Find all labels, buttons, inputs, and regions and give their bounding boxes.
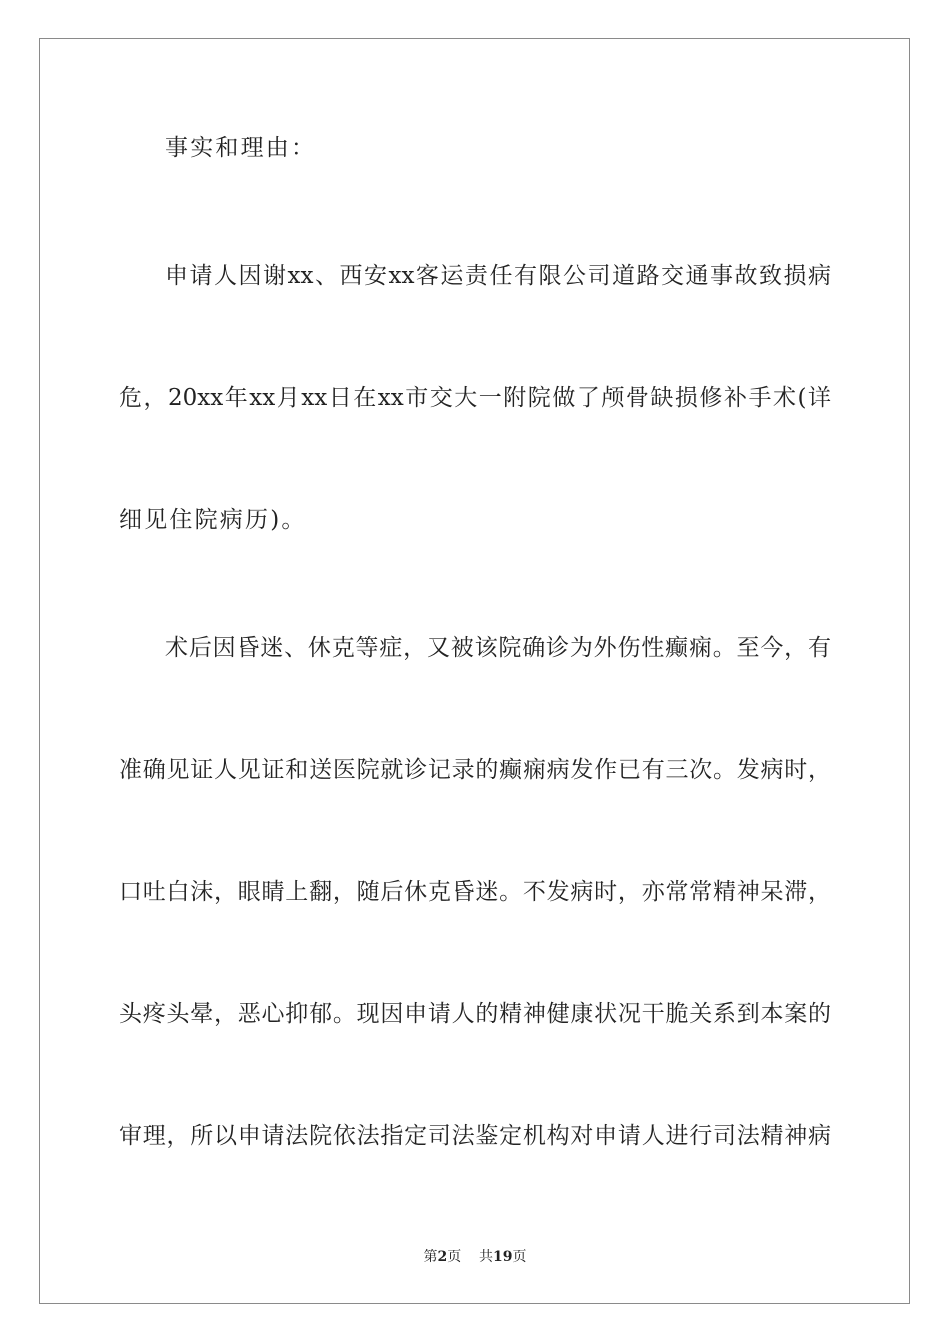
paragraph-line: 口吐白沫，眼睛上翻，随后休克昏迷。不发病时，亦常常精神呆滞，	[119, 879, 831, 905]
page-border	[39, 38, 910, 1304]
page-footer	[0, 1245, 950, 1269]
paragraph-line: 审理，所以申请法院依法指定司法鉴定机构对申请人进行司法精神病	[119, 1123, 831, 1149]
current-page-number: 2	[437, 1249, 448, 1265]
footer-total-suffix: 页	[512, 1249, 527, 1265]
paragraph-heading: 事实和理由：	[165, 135, 317, 161]
footer-total-prefix: 共	[479, 1249, 494, 1265]
paragraph-line: 术后因昏迷、休克等症，又被该院确诊为外伤性癫痫。至今，有	[165, 635, 831, 661]
paragraph-line: 申请人因谢xx、西安xx客运责任有限公司道路交通事故致损病	[165, 263, 831, 289]
total-pages-number: 19	[493, 1249, 513, 1265]
footer-prefix: 第	[423, 1249, 438, 1265]
footer-page-word: 页	[447, 1249, 462, 1265]
paragraph-line: 危，20xx年xx月xx日在xx市交大一附院做了颅骨缺损修补手术(详	[119, 385, 831, 411]
paragraph-line: 准确见证人见证和送医院就诊记录的癫痫病发作已有三次。发病时，	[119, 757, 831, 783]
paragraph-line: 细见住院病历)。	[119, 507, 307, 533]
paragraph-line: 头疼头晕，恶心抑郁。现因申请人的精神健康状况干脆关系到本案的	[119, 1001, 831, 1027]
